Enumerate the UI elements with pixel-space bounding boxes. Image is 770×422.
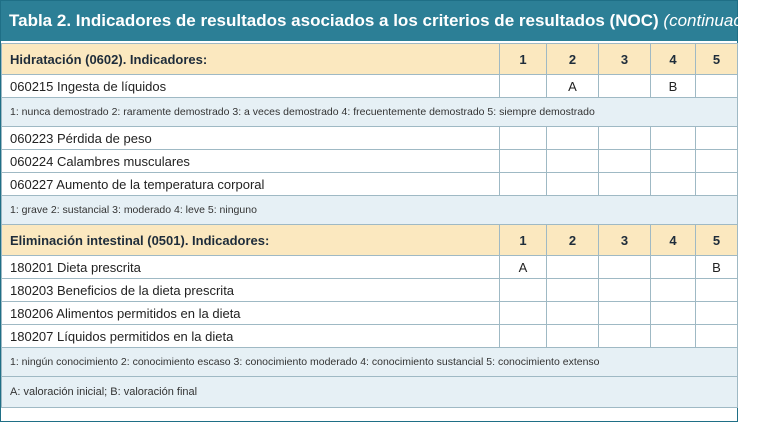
indicators-table-body: [2, 44, 738, 408]
footnote: A: valoración inicial; B: valoración final: [2, 377, 738, 408]
indicator-label: 180206 Alimentos permitidos en la dieta: [2, 302, 500, 325]
table-title-main: Tabla 2. Indicadores de resultados asociados a los criterios de resultados (NOC): [9, 11, 659, 30]
rating-cell: [599, 150, 651, 173]
table-row: [2, 325, 738, 348]
rating-cell: [599, 127, 651, 150]
scale-legend: 1: nunca demostrado 2: raramente demostrado 3: a veces demostrado 4: frecuentemente demostrado 5: siempre demostrado: [2, 98, 738, 127]
table-row: [2, 302, 738, 325]
rating-cell: [500, 75, 547, 98]
rating-cell: B: [651, 75, 696, 98]
table-row: [2, 173, 738, 196]
column-header-2: 2: [547, 225, 599, 256]
column-header-5: 5: [696, 225, 738, 256]
rating-cell: [500, 302, 547, 325]
rating-cell: [547, 127, 599, 150]
section-header-row: [2, 225, 738, 256]
rating-cell: [547, 150, 599, 173]
column-header-4: 4: [651, 225, 696, 256]
table-row: [2, 256, 738, 279]
rating-cell: [651, 279, 696, 302]
rating-cell: A: [500, 256, 547, 279]
table-row: [2, 279, 738, 302]
rating-cell: [599, 302, 651, 325]
rating-cell: [651, 150, 696, 173]
column-header-5: 5: [696, 44, 738, 75]
column-header-1: 1: [500, 44, 547, 75]
rating-cell: [651, 325, 696, 348]
rating-cell: [500, 325, 547, 348]
rating-cell: [599, 256, 651, 279]
rating-cell: [696, 302, 738, 325]
table-title: [1, 1, 770, 41]
rating-cell: [696, 173, 738, 196]
scale-legend-row: [2, 98, 738, 127]
indicator-label: 180201 Dieta prescrita: [2, 256, 500, 279]
rating-cell: A: [547, 75, 599, 98]
rating-cell: [696, 279, 738, 302]
rating-cell: [500, 173, 547, 196]
indicator-label: 060223 Pérdida de peso: [2, 127, 500, 150]
column-header-3: 3: [599, 44, 651, 75]
rating-cell: [696, 127, 738, 150]
rating-cell: [500, 127, 547, 150]
footnote-row: [2, 377, 738, 408]
rating-cell: [547, 302, 599, 325]
rating-cell: [547, 325, 599, 348]
rating-cell: [547, 173, 599, 196]
indicators-table: [1, 43, 738, 408]
indicator-label: 060227 Aumento de la temperatura corporal: [2, 173, 500, 196]
section-header: Eliminación intestinal (0501). Indicadores:: [2, 225, 500, 256]
rating-cell: [651, 173, 696, 196]
rating-cell: [599, 325, 651, 348]
column-header-4: 4: [651, 44, 696, 75]
rating-cell: [696, 325, 738, 348]
scale-legend-row: [2, 196, 738, 225]
indicator-label: 180203 Beneficios de la dieta prescrita: [2, 279, 500, 302]
rating-cell: [651, 127, 696, 150]
rating-cell: [547, 279, 599, 302]
column-header-3: 3: [599, 225, 651, 256]
rating-cell: [651, 302, 696, 325]
section-header-row: [2, 44, 738, 75]
rating-cell: [696, 150, 738, 173]
rating-cell: [599, 75, 651, 98]
rating-cell: [599, 173, 651, 196]
scale-legend-row: [2, 348, 738, 377]
rating-cell: [696, 75, 738, 98]
table-row: [2, 150, 738, 173]
column-header-2: 2: [547, 44, 599, 75]
rating-cell: B: [696, 256, 738, 279]
scale-legend: 1: ningún conocimiento 2: conocimiento escaso 3: conocimiento moderado 4: conocimiento sustancial 5: conocimiento extenso: [2, 348, 738, 377]
scale-legend: 1: grave 2: sustancial 3: moderado 4: leve 5: ninguno: [2, 196, 738, 225]
table-row: [2, 127, 738, 150]
rating-cell: [500, 150, 547, 173]
indicator-label: 180207 Líquidos permitidos en la dieta: [2, 325, 500, 348]
table-title-suffix: (continuación): [663, 11, 770, 30]
rating-cell: [651, 256, 696, 279]
rating-cell: [547, 256, 599, 279]
column-header-1: 1: [500, 225, 547, 256]
indicator-label: 060215 Ingesta de líquidos: [2, 75, 500, 98]
table-row: [2, 75, 738, 98]
indicator-label: 060224 Calambres musculares: [2, 150, 500, 173]
rating-cell: [500, 279, 547, 302]
rating-cell: [599, 279, 651, 302]
section-header: Hidratación (0602). Indicadores:: [2, 44, 500, 75]
